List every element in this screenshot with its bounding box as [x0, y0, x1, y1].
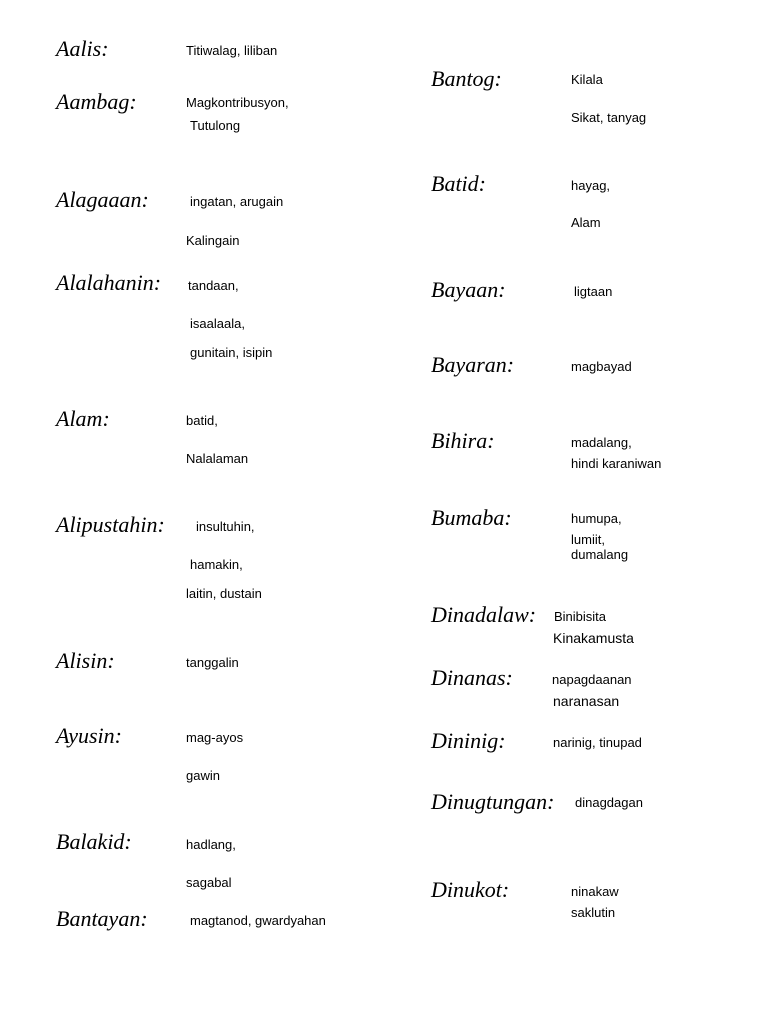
glossary-definition: magtanod, gwardyahan — [190, 913, 326, 928]
glossary-definition: Sikat, tanyag — [571, 110, 647, 125]
glossary-definition: laitin, dustain — [186, 586, 262, 601]
glossary-definition: hayag, — [571, 178, 611, 193]
glossary-definition: Magkontribusyon, — [186, 95, 289, 110]
glossary-term: Dinukot: — [431, 877, 510, 902]
glossary-definition: narinig, tinupad — [553, 735, 642, 750]
glossary-definition: Kinakamusta — [553, 630, 634, 646]
glossary-term: Dinadalaw: — [431, 602, 537, 627]
glossary-definition: tandaan, — [188, 278, 239, 293]
glossary-definition: Titiwalag, liliban — [186, 43, 278, 58]
glossary-definition: gunitain, isipin — [190, 345, 273, 360]
glossary-definition: insultuhin, — [196, 519, 255, 534]
glossary-definition: mag-ayos — [186, 730, 244, 745]
glossary-definition: Nalalaman — [186, 451, 249, 466]
glossary-definition: isaalaala, — [190, 316, 245, 331]
glossary-definition: hamakin, — [190, 557, 243, 572]
glossary-definition: hadlang, — [186, 837, 236, 852]
glossary-term: Alisin: — [56, 648, 115, 673]
glossary-term: Alam: — [56, 406, 110, 431]
glossary-term: Dinugtungan: — [431, 789, 555, 814]
glossary-term: Alalahanin: — [56, 270, 162, 295]
glossary-term: Alipustahin: — [56, 512, 165, 537]
glossary-term: Dinanas: — [431, 665, 513, 690]
glossary-definition: Alam — [571, 215, 601, 230]
glossary-term: Bihira: — [431, 428, 495, 453]
glossary-term: Aambag: — [56, 89, 137, 114]
glossary-term: Bantog: — [431, 66, 502, 91]
glossary-term: Bayaran: — [431, 352, 515, 377]
glossary-term: Batid: — [431, 171, 486, 196]
glossary-definition: naranasan — [553, 693, 620, 709]
glossary-term: Dininig: — [431, 728, 506, 753]
glossary-definition: Kilala — [571, 72, 603, 87]
glossary-definition: batid, — [186, 413, 218, 428]
glossary-definition: dumalang — [571, 547, 629, 562]
glossary-definition: ninakaw — [571, 884, 619, 899]
glossary-term: Bantayan: — [56, 906, 148, 931]
glossary-definition: ingatan, arugain — [190, 194, 284, 209]
glossary-definition: hindi karaniwan — [571, 456, 662, 471]
glossary-term: Alagaaan: — [56, 187, 149, 212]
glossary-definition: saklutin — [571, 905, 616, 920]
glossary-definition: ligtaan — [574, 284, 613, 299]
glossary-definition: gawin — [186, 768, 220, 783]
glossary-definition: sagabal — [186, 875, 232, 890]
glossary-definition: Kalingain — [186, 233, 240, 248]
glossary-term: Bayaan: — [431, 277, 506, 302]
glossary-term: Aalis: — [56, 36, 109, 61]
glossary-definition: dinagdagan — [575, 795, 643, 810]
glossary-definition: Binibisita — [554, 609, 607, 624]
glossary-term: Ayusin: — [56, 723, 122, 748]
glossary-definition: magbayad — [571, 359, 632, 374]
glossary-definition: tanggalin — [186, 655, 239, 670]
glossary-definition: Tutulong — [190, 118, 241, 133]
glossary-definition: lumiit, — [571, 532, 605, 547]
glossary-term: Balakid: — [56, 829, 132, 854]
glossary-term: Bumaba: — [431, 505, 512, 530]
glossary-definition: humupa, — [571, 511, 622, 526]
glossary-definition: madalang, — [571, 435, 632, 450]
glossary-definition: napagdaanan — [552, 672, 632, 687]
